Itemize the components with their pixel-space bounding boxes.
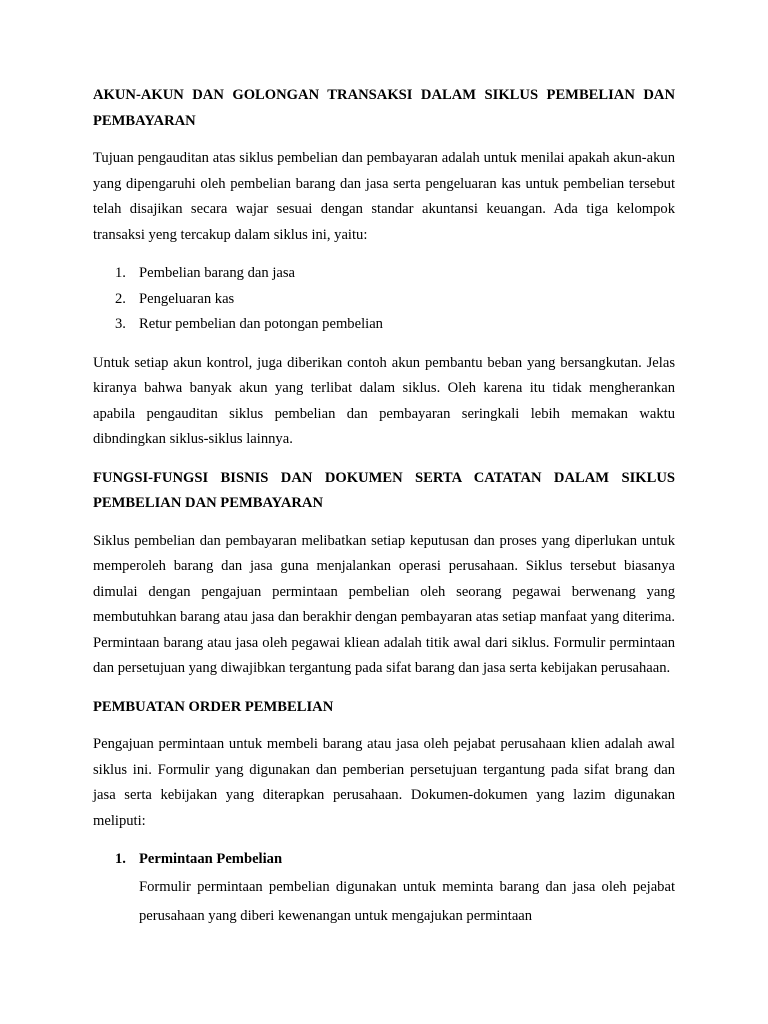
- list-item: [93, 261, 675, 287]
- list-number: 3.: [115, 316, 126, 332]
- list-item-text: Pembelian barang dan jasa: [139, 265, 296, 281]
- section-heading-fungsi-bisnis: FUNGSI-FUNGSI BISNIS DAN DOKUMEN SERTA CATATAN DALAM SIKLUS PEMBELIAN DAN PEMBAYARAN: [93, 469, 675, 511]
- list-number: 1.: [115, 851, 126, 867]
- list-item: [93, 312, 675, 338]
- section-heading-order-pembelian: PEMBUATAN ORDER PEMBELIAN: [93, 698, 334, 715]
- list-item: [93, 847, 675, 931]
- list-item-body: Formulir permintaan pembelian digunakan untuk meminta barang dan jasa oleh pejabat perusahaan yang diberi kewenangan untuk mengajukan permintaan: [139, 878, 675, 924]
- document-list: [93, 847, 675, 931]
- transaction-group-list: [93, 261, 675, 338]
- list-number: 1.: [115, 265, 126, 281]
- list-item-text: Pengeluaran kas: [139, 290, 235, 307]
- list-number: 2.: [115, 290, 126, 307]
- document-page: [93, 83, 675, 931]
- list-item: [93, 287, 675, 313]
- list-item-title: Permintaan Pembelian: [139, 851, 283, 867]
- paragraph-akun-kontrol: Untuk setiap akun kontrol, juga diberikan contoh akun pembantu beban yang bersangkutan. Jelas kiranya bahwa banyak akun yang terlibat dalam siklus. Oleh karena itu tidak mengherankan apabila pengauditan siklus pembelian dan pembayaran seringkali lebih memakan waktu dibndingkan siklus-siklus lainnya.: [93, 354, 675, 447]
- paragraph-tujuan: Tujuan pengauditan atas siklus pembelian dan pembayaran adalah untuk menilai apakah akun-akun yang dipengaruhi oleh pembelian barang dan jasa serta pengeluaran kas untuk pembelian tersebut telah disajikan secara wajar sesuai dengan standar akuntansi keuangan. Ada tiga kelompok transaksi yeng tercakup dalam siklus ini, yaitu:: [93, 150, 675, 243]
- paragraph-pengajuan-permintaan: Pengajuan permintaan untuk membeli barang atau jasa oleh pejabat perusahaan klien adalah awal siklus ini. Formulir yang digunakan dan pemberian persetujuan tergantung pada sifat brang dan jasa serta kebijakan yang diterapkan perusahaan. Dokumen-dokumen yang lazim digunakan meliputi:: [93, 736, 675, 829]
- section-heading-akun-akun: AKUN-AKUN DAN GOLONGAN TRANSAKSI DALAM SIKLUS PEMBELIAN DAN PEMBAYARAN: [93, 87, 675, 129]
- list-item-text: Retur pembelian dan potongan pembelian: [139, 316, 383, 332]
- paragraph-siklus-pembelian: Siklus pembelian dan pembayaran melibatkan setiap keputusan dan proses yang diperlukan untuk memperoleh barang dan jasa guna menjalankan operasi perusahaan. Siklus tersebut biasanya dimulai dengan pengajuan permintaan pembelian oleh seorang pegawai berwenang yang membutuhkan barang atau jasa dan berakhir dengan pembayaran atas setiap manfaat yang diterima. Permintaan barang atau jasa oleh pegawai kliean adalah titik awal dari siklus. Formulir permintaan dan persetujuan yang diwajibkan tergantung pada sifat barang dan jasa serta kebijakan perusahaan.: [93, 532, 675, 676]
